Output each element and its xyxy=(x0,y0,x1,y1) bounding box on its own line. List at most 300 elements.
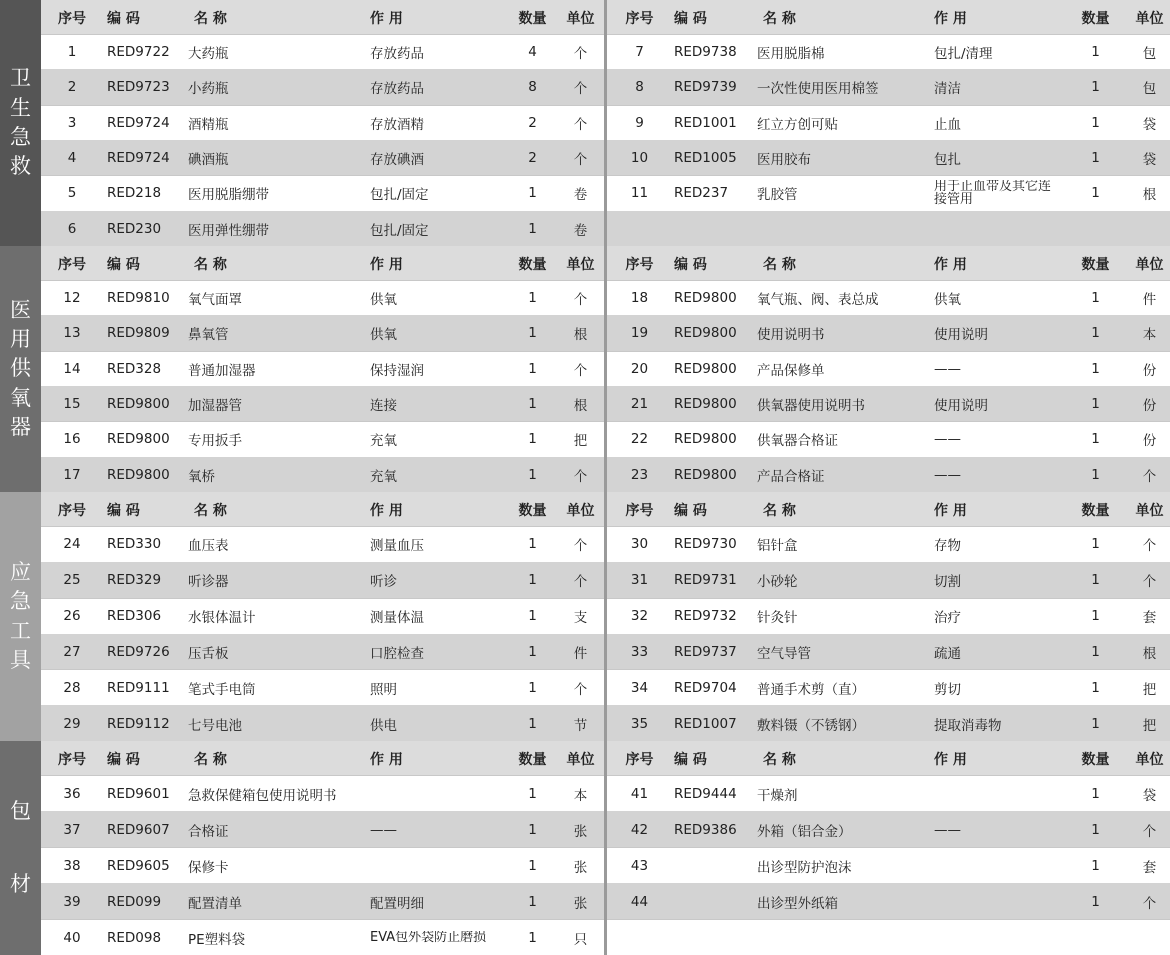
cell-code: RED9112 xyxy=(107,715,170,732)
cell-purpose: 照明 xyxy=(370,681,397,698)
cell-quantity: 1 xyxy=(1091,290,1100,307)
header-unit: 单位 xyxy=(1135,256,1164,273)
header-code: 编 码 xyxy=(107,256,140,273)
cell-purpose: 使用说明 xyxy=(934,398,988,415)
cell-name: 七号电池 xyxy=(188,717,242,734)
cell-name: 普通加湿器 xyxy=(188,362,256,379)
cell-purpose: —— xyxy=(934,360,961,377)
cell-code: RED9704 xyxy=(674,679,737,696)
cell-unit: 个 xyxy=(1142,574,1157,591)
cell-quantity: 1 xyxy=(1091,114,1100,131)
cell-unit: 包 xyxy=(1142,81,1157,98)
cell-code: RED9800 xyxy=(674,290,737,307)
table-row xyxy=(41,69,604,104)
cell-code: RED9723 xyxy=(107,79,170,96)
cell-purpose: 包扎/清理 xyxy=(934,46,993,63)
header-serial-no: 序号 xyxy=(625,10,654,27)
table-row xyxy=(607,526,1170,562)
cell-unit: 根 xyxy=(573,398,588,415)
cell-code: RED9605 xyxy=(107,857,170,874)
cell-purpose: —— xyxy=(934,466,961,483)
cell-unit: 套 xyxy=(1142,610,1157,627)
cell-code: RED330 xyxy=(107,536,162,553)
cell-purpose: 疏通 xyxy=(934,645,961,662)
cell-serial-no: 6 xyxy=(67,220,77,237)
header-purpose: 作 用 xyxy=(934,256,967,273)
cell-quantity: 1 xyxy=(1091,396,1100,413)
header-quantity: 数量 xyxy=(1081,751,1110,768)
section-label-char: 应 xyxy=(10,559,31,584)
cell-code: RED9724 xyxy=(107,114,170,131)
cell-quantity: 1 xyxy=(528,929,537,946)
cell-unit: 件 xyxy=(1142,292,1157,309)
cell-purpose: 包扎 xyxy=(934,152,961,169)
cell-name: 空气导管 xyxy=(757,645,811,662)
cell-name: 产品保修单 xyxy=(757,362,825,379)
cell-code: RED218 xyxy=(107,185,162,202)
table-row xyxy=(607,421,1170,456)
cell-code: RED9724 xyxy=(107,150,170,167)
cell-unit: 个 xyxy=(573,574,588,591)
header-unit: 单位 xyxy=(566,256,595,273)
table-row xyxy=(607,211,1170,246)
cell-name: 急救保健箱包使用说明书 xyxy=(188,787,337,804)
header-code: 编 码 xyxy=(107,10,140,27)
header-row xyxy=(607,0,1170,34)
cell-unit: 个 xyxy=(573,116,588,133)
cell-code: RED9111 xyxy=(107,679,170,696)
cell-quantity: 1 xyxy=(528,220,537,237)
cell-purpose: 提取消毒物 xyxy=(934,717,1002,734)
cell-name: 合格证 xyxy=(188,823,229,840)
cell-quantity: 1 xyxy=(528,360,537,377)
header-name: 名 称 xyxy=(763,10,796,27)
cell-name: 医用脱脂绷带 xyxy=(188,187,269,204)
cell-unit: 个 xyxy=(573,681,588,698)
cell-quantity: 1 xyxy=(528,325,537,342)
cell-name: 出诊型外纸箱 xyxy=(757,895,838,912)
cell-purpose: 切割 xyxy=(934,574,961,591)
table-row xyxy=(41,775,604,811)
cell-code: RED098 xyxy=(107,929,162,946)
cell-quantity: 1 xyxy=(528,679,537,696)
cell-unit: 只 xyxy=(573,931,588,948)
cell-purpose: 存放酒精 xyxy=(370,116,424,133)
cell-purpose: 供氧 xyxy=(370,292,397,309)
cell-unit: 个 xyxy=(573,152,588,169)
header-row xyxy=(41,0,604,34)
section-label-char: 工 xyxy=(10,618,31,643)
cell-purpose: 包扎/固定 xyxy=(370,222,429,239)
header-quantity: 数量 xyxy=(518,502,547,519)
cell-quantity: 1 xyxy=(1091,785,1100,802)
table-row xyxy=(607,669,1170,705)
table-row xyxy=(607,105,1170,140)
cell-name: 医用胶布 xyxy=(757,152,811,169)
cell-quantity: 1 xyxy=(1091,79,1100,96)
table-left xyxy=(41,492,604,741)
cell-serial-no: 31 xyxy=(630,572,649,589)
cell-name: 专用扳手 xyxy=(188,433,242,450)
cell-code: RED9800 xyxy=(674,360,737,377)
cell-quantity: 4 xyxy=(528,44,537,61)
cell-name: 小药瓶 xyxy=(188,81,229,98)
section-label-char: 材 xyxy=(10,872,31,896)
table-row xyxy=(41,598,604,634)
cell-name: 氧桥 xyxy=(188,468,215,485)
cell-purpose: 保持湿润 xyxy=(370,362,424,379)
cell-unit: 本 xyxy=(1142,327,1157,344)
cell-unit: 根 xyxy=(1142,187,1157,204)
table-row xyxy=(41,919,604,955)
cell-code: RED1007 xyxy=(674,715,737,732)
cell-unit: 把 xyxy=(1142,717,1157,734)
cell-quantity: 1 xyxy=(1091,643,1100,660)
cell-purpose: 存放药品 xyxy=(370,46,424,63)
table-row xyxy=(41,669,604,705)
cell-name: 乳胶管 xyxy=(757,187,798,204)
cell-code: RED230 xyxy=(107,220,162,237)
header-code: 编 码 xyxy=(107,751,140,768)
cell-name: 使用说明书 xyxy=(757,327,825,344)
cell-name: 配置清单 xyxy=(188,895,242,912)
table-left xyxy=(41,741,604,955)
cell-name: 供氧器使用说明书 xyxy=(757,398,865,415)
header-quantity: 数量 xyxy=(518,256,547,273)
section-label-char: 医 xyxy=(10,297,31,322)
cell-serial-no: 25 xyxy=(63,572,81,589)
cell-quantity: 1 xyxy=(1091,821,1100,838)
table-left xyxy=(41,246,604,492)
cell-purpose: 口腔检查 xyxy=(370,645,424,662)
header-code: 编 码 xyxy=(674,502,707,519)
cell-quantity: 1 xyxy=(528,396,537,413)
cell-quantity: 1 xyxy=(528,821,537,838)
cell-name: 氧气瓶、阀、表总成 xyxy=(757,292,879,309)
cell-serial-no: 15 xyxy=(63,396,81,413)
header-purpose: 作 用 xyxy=(370,751,403,768)
section-label-char: 卫 xyxy=(10,66,31,91)
cell-serial-no: 12 xyxy=(63,290,81,307)
cell-name: 大药瓶 xyxy=(188,46,229,63)
cell-name: 鼻氧管 xyxy=(188,327,229,344)
cell-code: RED9800 xyxy=(107,396,170,413)
cell-purpose: 供电 xyxy=(370,717,397,734)
cell-serial-no: 3 xyxy=(67,114,77,131)
cell-purpose: 供氧 xyxy=(934,292,961,309)
cell-quantity: 1 xyxy=(1091,431,1100,448)
cell-name: 水银体温计 xyxy=(188,610,256,627)
cell-unit: 袋 xyxy=(1142,116,1157,133)
cell-purpose: 测量体温 xyxy=(370,610,424,627)
cell-quantity: 1 xyxy=(1091,893,1100,910)
header-row xyxy=(41,741,604,775)
cell-name: 供氧器合格证 xyxy=(757,433,838,450)
cell-purpose: 测量血压 xyxy=(370,538,424,555)
section-label-char: 器 xyxy=(10,415,31,440)
cell-serial-no: 1 xyxy=(67,44,77,61)
cell-name: 铝针盒 xyxy=(757,538,798,555)
header-unit: 单位 xyxy=(1135,502,1164,519)
cell-quantity: 1 xyxy=(528,608,537,625)
cell-serial-no: 43 xyxy=(630,857,649,874)
cell-serial-no: 38 xyxy=(63,857,81,874)
table-row xyxy=(607,280,1170,315)
cell-code: RED9730 xyxy=(674,536,737,553)
cell-serial-no: 33 xyxy=(630,643,649,660)
cell-quantity: 1 xyxy=(528,785,537,802)
cell-purpose: 用于止血带及其它连接管用 xyxy=(934,180,1052,207)
header-row xyxy=(41,246,604,280)
section-label-char: 氧 xyxy=(10,385,31,410)
header-unit: 单位 xyxy=(1135,10,1164,27)
header-serial-no: 序号 xyxy=(58,502,86,519)
cell-name: 听诊器 xyxy=(188,574,229,591)
table-row xyxy=(607,598,1170,634)
table-row xyxy=(607,140,1170,175)
cell-serial-no: 18 xyxy=(630,290,649,307)
cell-code: RED9800 xyxy=(674,466,737,483)
table-row xyxy=(607,34,1170,69)
cell-serial-no: 32 xyxy=(630,608,649,625)
cell-code: RED9722 xyxy=(107,44,170,61)
header-name: 名 称 xyxy=(194,256,227,273)
cell-quantity: 1 xyxy=(1091,360,1100,377)
cell-name: 保修卡 xyxy=(188,859,229,876)
cell-code: RED9737 xyxy=(674,643,737,660)
cell-quantity: 1 xyxy=(528,290,537,307)
cell-serial-no: 17 xyxy=(63,466,81,483)
header-serial-no: 序号 xyxy=(58,751,86,768)
cell-unit: 个 xyxy=(573,292,588,309)
cell-quantity: 1 xyxy=(1091,150,1100,167)
cell-code: RED328 xyxy=(107,360,162,377)
cell-purpose: 清洁 xyxy=(934,81,961,98)
cell-code: RED9726 xyxy=(107,643,170,660)
cell-unit: 个 xyxy=(573,362,588,379)
cell-serial-no: 7 xyxy=(635,44,644,61)
header-code: 编 码 xyxy=(674,256,707,273)
cell-name: 氧气面罩 xyxy=(188,292,242,309)
section-label-char: 急 xyxy=(10,589,31,614)
cell-serial-no: 28 xyxy=(63,679,81,696)
cell-purpose: 治疗 xyxy=(934,610,961,627)
header-purpose: 作 用 xyxy=(934,751,967,768)
cell-unit: 份 xyxy=(1142,433,1157,450)
cell-unit: 支 xyxy=(573,610,588,627)
section-label-char: 具 xyxy=(10,647,31,672)
cell-unit: 卷 xyxy=(573,187,588,204)
cell-serial-no: 40 xyxy=(63,929,81,946)
cell-serial-no: 39 xyxy=(63,893,81,910)
table-row xyxy=(607,811,1170,847)
cell-quantity: 1 xyxy=(528,185,537,202)
table-row xyxy=(607,775,1170,811)
cell-name: 酒精瓶 xyxy=(188,116,229,133)
cell-unit: 个 xyxy=(1142,538,1157,555)
cell-unit: 张 xyxy=(573,859,588,876)
cell-purpose: —— xyxy=(934,431,961,448)
table-row xyxy=(41,140,604,175)
table-row xyxy=(41,175,604,210)
header-purpose: 作 用 xyxy=(370,502,403,519)
cell-code: RED9800 xyxy=(674,325,737,342)
header-code: 编 码 xyxy=(107,502,140,519)
header-unit: 单位 xyxy=(566,502,595,519)
cell-name: 普通手术剪（直） xyxy=(757,681,865,698)
cell-code: RED1005 xyxy=(674,150,737,167)
header-serial-no: 序号 xyxy=(625,256,654,273)
cell-serial-no: 30 xyxy=(630,536,649,553)
table-row xyxy=(41,883,604,919)
header-unit: 单位 xyxy=(566,751,595,768)
table-row xyxy=(41,211,604,246)
cell-name: 产品合格证 xyxy=(757,468,825,485)
header-row xyxy=(607,741,1170,775)
cell-unit: 张 xyxy=(573,823,588,840)
cell-quantity: 8 xyxy=(528,79,537,96)
section-2 xyxy=(0,246,1170,492)
cell-serial-no: 21 xyxy=(630,396,649,413)
cell-purpose: 听诊 xyxy=(370,574,397,591)
cell-name: 笔式手电筒 xyxy=(188,681,256,698)
cell-name: 碘酒瓶 xyxy=(188,152,229,169)
cell-quantity: 1 xyxy=(528,536,537,553)
cell-serial-no: 8 xyxy=(635,79,644,96)
cell-quantity: 1 xyxy=(528,572,537,589)
table-row xyxy=(41,34,604,69)
cell-name: 医用脱脂棉 xyxy=(757,46,825,63)
cell-serial-no: 19 xyxy=(630,325,649,342)
table-row xyxy=(41,457,604,492)
header-name: 名 称 xyxy=(194,502,227,519)
section-label xyxy=(0,246,41,492)
header-name: 名 称 xyxy=(763,256,796,273)
cell-unit: 张 xyxy=(573,895,588,912)
cell-purpose: 连接 xyxy=(370,398,397,415)
table-row xyxy=(41,705,604,741)
table-row xyxy=(41,562,604,598)
cell-serial-no: 13 xyxy=(63,325,81,342)
table-left xyxy=(41,0,604,246)
header-serial-no: 序号 xyxy=(58,256,86,273)
cell-unit: 个 xyxy=(573,468,588,485)
cell-quantity: 1 xyxy=(1091,572,1100,589)
header-code: 编 码 xyxy=(674,10,707,27)
cell-unit: 套 xyxy=(1142,859,1157,876)
cell-code: RED1001 xyxy=(674,114,737,131)
cell-code: RED9810 xyxy=(107,290,170,307)
cell-quantity: 1 xyxy=(528,466,537,483)
header-row xyxy=(607,246,1170,280)
header-purpose: 作 用 xyxy=(934,502,967,519)
cell-purpose: —— xyxy=(370,821,397,838)
cell-serial-no: 20 xyxy=(630,360,649,377)
header-row xyxy=(41,492,604,526)
cell-serial-no: 9 xyxy=(635,114,644,131)
cell-serial-no: 34 xyxy=(630,679,649,696)
cell-unit: 把 xyxy=(1142,681,1157,698)
cell-name: PE塑料袋 xyxy=(188,931,246,948)
cell-unit: 本 xyxy=(573,787,588,804)
cell-purpose: 包扎/固定 xyxy=(370,187,429,204)
cell-quantity: 1 xyxy=(1091,44,1100,61)
cell-serial-no: 10 xyxy=(630,150,649,167)
cell-purpose: 供氧 xyxy=(370,327,397,344)
table-row xyxy=(607,634,1170,670)
cell-unit: 袋 xyxy=(1142,152,1157,169)
cell-name: 一次性使用医用棉签 xyxy=(757,81,879,98)
cell-purpose: 存物 xyxy=(934,538,961,555)
table-right xyxy=(607,492,1170,741)
cell-quantity: 1 xyxy=(1091,715,1100,732)
cell-unit: 卷 xyxy=(573,222,588,239)
header-quantity: 数量 xyxy=(518,10,547,27)
cell-code: RED9731 xyxy=(674,572,737,589)
cell-purpose: 存放碘酒 xyxy=(370,152,424,169)
cell-serial-no: 11 xyxy=(630,185,649,202)
cell-serial-no: 37 xyxy=(63,821,81,838)
cell-quantity: 1 xyxy=(1091,325,1100,342)
header-purpose: 作 用 xyxy=(934,10,967,27)
header-unit: 单位 xyxy=(566,10,595,27)
cell-unit: 份 xyxy=(1142,398,1157,415)
table-row xyxy=(41,847,604,883)
cell-purpose: 止血 xyxy=(934,116,961,133)
table-row xyxy=(607,562,1170,598)
cell-unit: 份 xyxy=(1142,362,1157,379)
header-name: 名 称 xyxy=(194,10,227,27)
header-quantity: 数量 xyxy=(1081,10,1110,27)
cell-serial-no: 35 xyxy=(630,715,649,732)
table-row xyxy=(607,69,1170,104)
cell-code: RED9800 xyxy=(674,431,737,448)
section-label-char: 救 xyxy=(10,154,31,179)
cell-code: RED9386 xyxy=(674,821,737,838)
table-row xyxy=(607,351,1170,386)
section-label xyxy=(0,492,41,741)
header-purpose: 作 用 xyxy=(370,10,403,27)
table-row xyxy=(41,105,604,140)
cell-serial-no: 44 xyxy=(630,893,649,910)
table-row xyxy=(607,457,1170,492)
cell-name: 红立方创可贴 xyxy=(757,116,838,133)
cell-unit: 件 xyxy=(573,645,588,662)
cell-serial-no: 26 xyxy=(63,608,81,625)
section-1 xyxy=(0,0,1170,246)
cell-serial-no: 22 xyxy=(630,431,649,448)
header-name: 名 称 xyxy=(194,751,227,768)
cell-serial-no: 2 xyxy=(67,79,77,96)
table-row xyxy=(41,280,604,315)
cell-quantity: 1 xyxy=(1091,608,1100,625)
header-quantity: 数量 xyxy=(1081,256,1110,273)
cell-code: RED9601 xyxy=(107,785,170,802)
table-right xyxy=(607,741,1170,955)
table-row xyxy=(607,847,1170,883)
cell-code: RED306 xyxy=(107,608,162,625)
table-row xyxy=(607,175,1170,210)
table-right xyxy=(607,0,1170,246)
cell-name: 医用弹性绷带 xyxy=(188,222,269,239)
table-row xyxy=(607,315,1170,350)
cell-serial-no: 42 xyxy=(630,821,649,838)
cell-purpose: 充氧 xyxy=(370,468,397,485)
cell-unit: 个 xyxy=(1142,468,1157,485)
cell-serial-no: 23 xyxy=(630,466,649,483)
cell-unit: 节 xyxy=(573,717,588,734)
cell-quantity: 2 xyxy=(528,114,537,131)
